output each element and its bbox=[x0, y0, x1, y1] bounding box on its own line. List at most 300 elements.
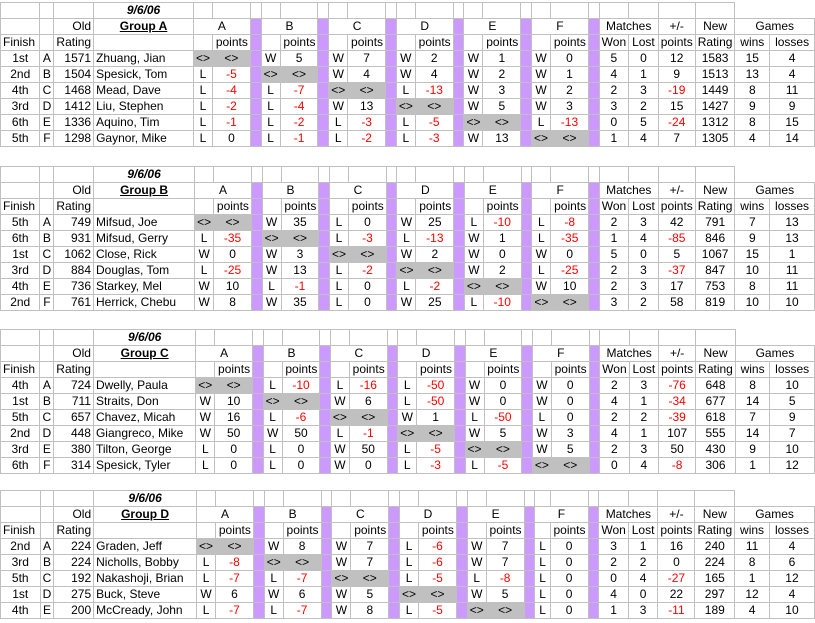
blank-cell bbox=[397, 199, 416, 215]
points-cell: -7 bbox=[283, 603, 321, 619]
result-cell: W bbox=[396, 67, 415, 83]
points-cell: -6 bbox=[419, 555, 457, 571]
letter-cell: A bbox=[40, 51, 54, 67]
result-cell: W bbox=[532, 99, 551, 115]
result-cell: L bbox=[464, 215, 483, 231]
new-rating-cell: 1305 bbox=[695, 131, 735, 147]
opponent-header: D bbox=[400, 507, 457, 523]
separator bbox=[321, 539, 332, 555]
result-cell: L bbox=[263, 458, 282, 474]
points-cell: -7 bbox=[216, 603, 254, 619]
points-cell: -10 bbox=[483, 295, 521, 311]
blank-cell bbox=[194, 3, 213, 19]
self-match-cell: <> bbox=[281, 231, 319, 247]
result-cell: L bbox=[400, 603, 419, 619]
lost-cell: 4 bbox=[628, 571, 658, 587]
result-cell: L bbox=[194, 131, 213, 147]
separator bbox=[319, 215, 330, 231]
points-cell: 0 bbox=[551, 378, 589, 394]
rating-cell: 657 bbox=[54, 410, 94, 426]
separator bbox=[386, 67, 397, 83]
new-rating-cell: 297 bbox=[695, 587, 735, 603]
finish-cell: 4th bbox=[1, 603, 41, 619]
result-cell: W bbox=[330, 442, 349, 458]
points-header: points bbox=[214, 199, 252, 215]
separator bbox=[524, 507, 535, 523]
points-cell: 16 bbox=[215, 410, 253, 426]
points-cell: 25 bbox=[416, 215, 454, 231]
losses-cell: 9 bbox=[770, 410, 815, 426]
separator bbox=[524, 523, 535, 539]
blank-cell bbox=[588, 3, 599, 19]
player-name: Herrick, Chebu bbox=[94, 295, 195, 311]
blank-cell bbox=[40, 183, 54, 199]
points-cell: -3 bbox=[417, 458, 455, 474]
self-match-cell: <> bbox=[465, 442, 484, 458]
points-cell: -2 bbox=[416, 279, 454, 295]
new-rating-cell: 189 bbox=[695, 603, 735, 619]
separator bbox=[453, 83, 464, 99]
old-header: Old bbox=[54, 19, 94, 35]
result-cell: W bbox=[464, 51, 483, 67]
self-match-cell: <> bbox=[400, 587, 419, 603]
blank-cell bbox=[264, 491, 283, 507]
self-match-cell: <> bbox=[532, 295, 551, 311]
won-cell: 5 bbox=[599, 51, 628, 67]
separator bbox=[253, 555, 264, 571]
pm-cell: -27 bbox=[658, 571, 695, 587]
result-cell: L bbox=[263, 378, 282, 394]
rating-cell: 275 bbox=[54, 587, 94, 603]
separator bbox=[320, 442, 331, 458]
result-cell: W bbox=[464, 131, 483, 147]
result-cell: L bbox=[400, 571, 419, 587]
won-cell: 2 bbox=[599, 279, 628, 295]
matches-header: Matches bbox=[599, 19, 658, 35]
separator bbox=[320, 426, 331, 442]
losses-cell: 13 bbox=[770, 215, 815, 231]
blank-cell bbox=[318, 3, 329, 19]
result-cell: L bbox=[465, 410, 484, 426]
won-cell: 4 bbox=[599, 587, 628, 603]
separator bbox=[453, 67, 464, 83]
points-header: points bbox=[216, 523, 254, 539]
opponent-header: A bbox=[196, 346, 253, 362]
separator bbox=[253, 346, 264, 362]
points-cell: -13 bbox=[416, 231, 454, 247]
result-cell: L bbox=[535, 603, 550, 619]
player-name: Douglas, Tom bbox=[94, 263, 195, 279]
new-rating-header: Rating bbox=[696, 362, 736, 378]
self-match-cell: <> bbox=[215, 378, 253, 394]
opponent-header: A bbox=[194, 19, 251, 35]
separator bbox=[250, 67, 261, 83]
blank-cell bbox=[456, 491, 467, 507]
separator bbox=[387, 410, 398, 426]
blank-cell bbox=[419, 491, 457, 507]
blank-cell bbox=[695, 3, 735, 19]
separator bbox=[389, 507, 400, 523]
self-match-cell: <> bbox=[213, 51, 251, 67]
blank-cell bbox=[522, 330, 533, 346]
self-match-cell: <> bbox=[332, 571, 351, 587]
separator bbox=[387, 442, 398, 458]
opponent-header: C bbox=[332, 507, 389, 523]
self-match-cell: <> bbox=[484, 442, 522, 458]
separator bbox=[521, 231, 532, 247]
points-total-header: points bbox=[658, 35, 695, 51]
letter-cell: E bbox=[40, 115, 54, 131]
points-cell: 50 bbox=[349, 442, 387, 458]
points-total-header: points bbox=[659, 362, 696, 378]
separator bbox=[588, 571, 599, 587]
separator bbox=[522, 410, 533, 426]
blank-cell bbox=[250, 3, 261, 19]
blank-cell bbox=[195, 167, 214, 183]
points-cell: 0 bbox=[484, 394, 522, 410]
blank-cell bbox=[1, 167, 40, 183]
won-cell: 0 bbox=[600, 458, 629, 474]
lost-header: Lost bbox=[629, 199, 659, 215]
blank-cell bbox=[454, 167, 465, 183]
blank-cell bbox=[398, 362, 417, 378]
points-cell: 1 bbox=[483, 231, 521, 247]
player-name: Dwelly, Paula bbox=[93, 378, 195, 394]
losses-cell: 9 bbox=[770, 99, 815, 115]
new-header: New bbox=[695, 507, 735, 523]
blank-cell bbox=[319, 167, 330, 183]
wins-cell: 7 bbox=[735, 215, 770, 231]
finish-cell: 3rd bbox=[1, 555, 41, 571]
separator bbox=[521, 51, 532, 67]
table-row bbox=[1, 442, 815, 458]
blank-cell bbox=[329, 35, 348, 51]
result-cell: W bbox=[464, 83, 483, 99]
finish-cell: 5th bbox=[1, 131, 40, 147]
separator bbox=[251, 247, 262, 263]
separator bbox=[387, 458, 398, 474]
blank-cell bbox=[599, 167, 628, 183]
result-cell: L bbox=[535, 555, 550, 571]
points-cell: 5 bbox=[280, 51, 318, 67]
result-cell: L bbox=[261, 83, 280, 99]
player-name: Close, Rick bbox=[94, 247, 195, 263]
blank-cell bbox=[483, 167, 521, 183]
points-cell: 0 bbox=[550, 587, 588, 603]
finish-cell: 1st bbox=[1, 247, 40, 263]
separator bbox=[522, 346, 533, 362]
blank-cell bbox=[417, 330, 455, 346]
player-name: Straits, Don bbox=[93, 394, 195, 410]
pm-cell: 5 bbox=[658, 247, 695, 263]
won-cell: 1 bbox=[599, 603, 628, 619]
points-cell: -1 bbox=[349, 426, 387, 442]
separator bbox=[455, 426, 466, 442]
pm-cell: -8 bbox=[659, 458, 696, 474]
losses-header: losses bbox=[769, 523, 814, 539]
result-cell: W bbox=[262, 263, 281, 279]
table-row bbox=[1, 83, 815, 99]
points-header: points bbox=[483, 35, 521, 51]
games-header: Games bbox=[735, 183, 815, 199]
table-row bbox=[1, 279, 815, 295]
wins-cell: 14 bbox=[735, 426, 770, 442]
new-rating-cell: 306 bbox=[696, 458, 736, 474]
points-cell: 0 bbox=[349, 215, 387, 231]
separator bbox=[321, 507, 332, 523]
wins-cell: 12 bbox=[735, 587, 770, 603]
blank-cell bbox=[455, 330, 466, 346]
finish-header: Finish bbox=[1, 523, 41, 539]
separator bbox=[589, 458, 600, 474]
points-cell: -5 bbox=[417, 442, 455, 458]
blank-cell bbox=[532, 167, 551, 183]
blank-cell bbox=[54, 3, 94, 19]
finish-cell: 5th bbox=[1, 571, 41, 587]
letter-cell: F bbox=[40, 131, 54, 147]
plus-minus-header: +/- bbox=[658, 183, 695, 199]
finish-cell: 2nd bbox=[1, 426, 40, 442]
won-cell: 3 bbox=[599, 295, 628, 311]
blank-cell bbox=[40, 19, 54, 35]
separator bbox=[319, 279, 330, 295]
blank-cell bbox=[1, 346, 40, 362]
blank-cell bbox=[282, 330, 320, 346]
blank-cell bbox=[396, 3, 415, 19]
separator bbox=[321, 587, 332, 603]
blank-cell bbox=[415, 3, 453, 19]
group-block bbox=[0, 2, 815, 147]
blank-cell bbox=[386, 167, 397, 183]
result-cell: L bbox=[330, 279, 349, 295]
blank-cell bbox=[1, 183, 40, 199]
finish-cell: 6th bbox=[1, 231, 40, 247]
blank-cell bbox=[332, 523, 351, 539]
separator bbox=[250, 99, 261, 115]
separator bbox=[589, 378, 600, 394]
blank-cell bbox=[396, 35, 415, 51]
player-name: McCready, John bbox=[94, 603, 197, 619]
points-total-header: points bbox=[658, 199, 695, 215]
points-cell: 2 bbox=[415, 51, 453, 67]
separator bbox=[455, 442, 466, 458]
points-cell: -5 bbox=[484, 458, 522, 474]
points-cell: 6 bbox=[283, 587, 321, 603]
result-cell: L bbox=[397, 231, 416, 247]
separator bbox=[387, 378, 398, 394]
wins-header: wins bbox=[735, 199, 770, 215]
result-cell: L bbox=[262, 279, 281, 295]
won-cell: 2 bbox=[599, 215, 628, 231]
won-cell: 0 bbox=[599, 571, 628, 587]
result-cell: W bbox=[195, 295, 214, 311]
result-cell: L bbox=[194, 83, 213, 99]
pm-cell: 50 bbox=[659, 442, 696, 458]
blank-cell bbox=[1, 507, 41, 523]
blank-cell bbox=[261, 35, 280, 51]
losses-header: losses bbox=[770, 199, 815, 215]
points-cell: -5 bbox=[419, 571, 457, 587]
won-cell: 4 bbox=[600, 426, 629, 442]
lost-cell: 3 bbox=[629, 378, 659, 394]
separator bbox=[521, 115, 532, 131]
blank-cell bbox=[40, 523, 54, 539]
self-match-cell: <> bbox=[197, 539, 216, 555]
opponent-header: D bbox=[397, 183, 454, 199]
result-cell: L bbox=[532, 410, 551, 426]
table-row bbox=[1, 603, 815, 619]
group-name: Group C bbox=[93, 346, 195, 362]
points-header: points bbox=[280, 35, 318, 51]
self-match-cell: <> bbox=[483, 115, 521, 131]
separator bbox=[521, 183, 532, 199]
result-cell: W bbox=[196, 394, 215, 410]
new-rating-cell: 753 bbox=[695, 279, 735, 295]
pm-cell: 7 bbox=[658, 131, 695, 147]
rating-cell: 224 bbox=[54, 539, 94, 555]
separator bbox=[321, 523, 332, 539]
result-cell: W bbox=[330, 394, 349, 410]
separator bbox=[319, 231, 330, 247]
player-name: Spesick, Tyler bbox=[93, 458, 195, 474]
table-row bbox=[1, 587, 815, 603]
old-header: Old bbox=[54, 183, 94, 199]
wins-cell: 8 bbox=[735, 279, 770, 295]
separator bbox=[389, 587, 400, 603]
table-row bbox=[1, 231, 815, 247]
result-cell: L bbox=[465, 458, 484, 474]
result-cell: W bbox=[465, 378, 484, 394]
letter-cell: D bbox=[40, 426, 54, 442]
matches-header: Matches bbox=[599, 183, 658, 199]
lost-cell: 3 bbox=[629, 442, 659, 458]
blank-cell bbox=[521, 3, 532, 19]
wins-cell: 13 bbox=[735, 67, 770, 83]
result-cell: L bbox=[196, 442, 215, 458]
blank-cell bbox=[521, 167, 532, 183]
blank-cell bbox=[629, 167, 659, 183]
separator bbox=[251, 279, 262, 295]
separator bbox=[454, 199, 465, 215]
blank-cell bbox=[40, 199, 54, 215]
points-cell: 0 bbox=[551, 51, 589, 67]
table-row bbox=[1, 67, 815, 83]
points-cell: 1 bbox=[483, 51, 521, 67]
blank-cell bbox=[261, 3, 280, 19]
result-cell: W bbox=[532, 67, 551, 83]
result-cell: W bbox=[329, 67, 348, 83]
opponent-header: D bbox=[398, 346, 455, 362]
points-cell: -8 bbox=[551, 215, 589, 231]
separator bbox=[588, 603, 599, 619]
blank-cell bbox=[283, 491, 321, 507]
separator bbox=[386, 51, 397, 67]
separator bbox=[588, 67, 599, 83]
games-header: Games bbox=[735, 507, 815, 523]
points-cell: 1 bbox=[551, 67, 589, 83]
blank-cell bbox=[465, 330, 484, 346]
finish-cell: 6th bbox=[1, 458, 40, 474]
blank-cell bbox=[695, 491, 735, 507]
result-cell: W bbox=[465, 394, 484, 410]
pm-cell: -85 bbox=[658, 231, 695, 247]
points-cell: 13 bbox=[348, 99, 386, 115]
table-row bbox=[1, 539, 815, 555]
result-cell: W bbox=[332, 587, 351, 603]
result-cell: W bbox=[532, 378, 551, 394]
blank-cell bbox=[54, 167, 94, 183]
blank-cell bbox=[464, 167, 483, 183]
lost-cell: 3 bbox=[629, 263, 659, 279]
separator bbox=[386, 35, 397, 51]
finish-cell: 4th bbox=[1, 279, 40, 295]
points-cell: -35 bbox=[551, 231, 589, 247]
blank-cell bbox=[535, 491, 550, 507]
lost-cell: 4 bbox=[629, 458, 659, 474]
blank-cell bbox=[486, 491, 524, 507]
separator bbox=[250, 115, 261, 131]
separator bbox=[456, 603, 467, 619]
separator bbox=[455, 394, 466, 410]
wins-cell: 9 bbox=[735, 231, 770, 247]
separator bbox=[453, 99, 464, 115]
rating-cell: 380 bbox=[54, 442, 94, 458]
separator bbox=[387, 394, 398, 410]
table-row bbox=[1, 571, 815, 587]
separator bbox=[253, 394, 264, 410]
finish-cell: 5th bbox=[1, 215, 40, 231]
separator bbox=[453, 19, 464, 35]
separator bbox=[386, 115, 397, 131]
blank-cell bbox=[1, 330, 40, 346]
table-row bbox=[1, 426, 815, 442]
finish-cell: 4th bbox=[1, 83, 40, 99]
result-cell: W bbox=[532, 51, 551, 67]
rating-cell: 192 bbox=[54, 571, 94, 587]
group-table bbox=[0, 329, 815, 474]
self-match-cell: <> bbox=[464, 279, 483, 295]
points-cell: 8 bbox=[214, 295, 252, 311]
points-cell: 0 bbox=[349, 458, 387, 474]
blank-cell bbox=[1, 19, 40, 35]
self-match-cell: <> bbox=[532, 131, 551, 147]
table-row bbox=[1, 215, 815, 231]
blank-cell bbox=[263, 330, 282, 346]
blank-cell bbox=[40, 362, 54, 378]
new-rating-cell: 1583 bbox=[695, 51, 735, 67]
self-match-cell: <> bbox=[486, 603, 524, 619]
separator bbox=[319, 295, 330, 311]
separator bbox=[589, 346, 600, 362]
losses-cell: 11 bbox=[770, 83, 815, 99]
letter-cell: D bbox=[40, 99, 54, 115]
points-cell: -5 bbox=[419, 603, 457, 619]
result-cell: L bbox=[194, 99, 213, 115]
wins-cell: 10 bbox=[735, 263, 770, 279]
blank-cell bbox=[599, 491, 628, 507]
blank-cell bbox=[588, 491, 599, 507]
points-header: points bbox=[551, 35, 589, 51]
result-cell: L bbox=[532, 215, 551, 231]
self-match-cell: <> bbox=[351, 571, 389, 587]
blank-cell bbox=[524, 491, 535, 507]
blank-cell bbox=[387, 330, 398, 346]
opponent-header: E bbox=[464, 19, 521, 35]
finish-header: Finish bbox=[1, 199, 40, 215]
result-cell: W bbox=[464, 263, 483, 279]
points-cell: 3 bbox=[483, 83, 521, 99]
blank-cell bbox=[696, 330, 736, 346]
